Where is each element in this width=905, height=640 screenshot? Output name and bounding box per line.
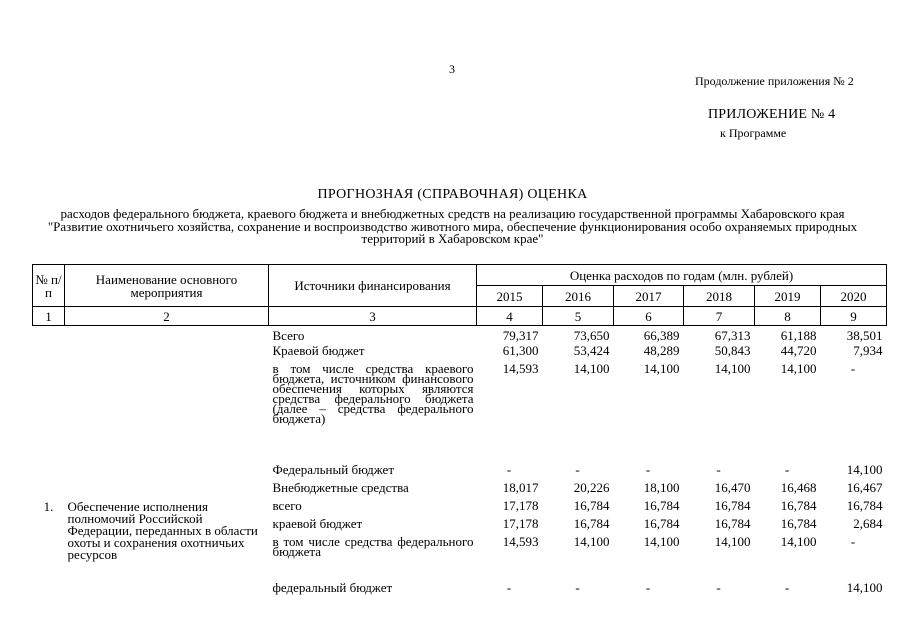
header-year: 2017 [614,286,684,307]
value-cell: 67,313 [714,328,751,343]
value-cell: 16,784 [780,497,817,513]
value-cell: 16,784 [573,497,610,513]
value-cell: 16,784 [643,515,680,531]
column-number: 8 [755,307,821,326]
header-year: 2019 [755,286,821,307]
value-cell: 18,100 [643,479,680,495]
header-year: 2020 [821,286,887,307]
column-number: 3 [269,307,477,326]
value-cell: 20,226 [573,479,610,495]
value-cell: - [784,461,790,477]
row-number-cell [33,517,65,535]
column-number: 5 [543,307,614,326]
header-source: Источники финансирования [269,265,477,307]
column-number: 1 [33,307,65,326]
value-cell: - [850,360,856,376]
row-name-cell: Обеспечение исполнения полномочий Российской Федерации, переданных в области охоты и сохранения охотничьих ресурсов [67,498,258,562]
value-cell: 14,100 [714,360,751,376]
value-cell: 50,843 [714,342,751,358]
value-cell: - [506,579,512,595]
document-title: ПРОГНОЗНАЯ (СПРАВОЧНАЯ) ОЦЕНКА [317,187,588,202]
value-cell: 48,289 [643,342,680,358]
financing-source: Федеральный бюджет [272,461,394,477]
value-cell: 16,784 [643,497,680,513]
value-cell: 61,188 [780,328,817,343]
header-estimate: Оценка расходов по годам (млн. рублей) [477,265,887,286]
table-row [33,499,887,517]
value-cell: 14,100 [846,579,883,595]
value-cell: 66,389 [643,328,680,343]
financing-source: в том числе средства федерального бюджета [272,533,474,559]
table-row [33,362,887,463]
value-cell: 14,100 [573,360,610,376]
value-cell: 16,784 [714,497,751,513]
value-cell: 2,684 [853,515,883,531]
financing-source: Внебюджетные средства [272,479,409,495]
value-cell: 16,784 [780,515,817,531]
row-name-cell [65,481,269,499]
value-cell: - [850,533,856,549]
value-cell: 14,100 [780,533,817,549]
value-cell: 14,593 [502,360,539,376]
value-cell: 14,100 [643,360,680,376]
value-cell: 14,593 [502,533,539,549]
column-number: 6 [614,307,684,326]
financing-source: в том числе средства краевого бюджета, источником финансового обеспечения которых являются средства федерального бюджета (далее – средства федерального бюджета) [272,360,474,426]
financing-source: федеральный бюджет [272,579,393,595]
value-cell: 16,467 [846,479,883,495]
value-cell: - [506,461,512,477]
table-row [33,463,887,481]
value-cell: 16,784 [573,515,610,531]
row-name-cell [65,362,269,463]
budget-table [32,264,887,593]
value-cell: 38,501 [846,328,883,343]
column-number: 9 [821,307,887,326]
column-number: 4 [477,307,543,326]
header-year: 2015 [477,286,543,307]
page-number: 3 [449,62,455,76]
value-cell: - [645,579,651,595]
value-cell: 14,100 [846,461,883,477]
financing-source: краевой бюджет [272,515,363,531]
value-cell: 16,784 [846,497,883,513]
value-cell: 53,424 [573,342,610,358]
value-cell: 17,178 [502,497,539,513]
row-number-cell: 1. [43,498,54,514]
row-number-cell [33,463,65,481]
value-cell: 17,178 [502,515,539,531]
table-row [33,481,887,499]
value-cell: - [575,461,580,477]
continuation-note: Продолжение приложения № 2 [695,74,854,88]
value-cell: 16,468 [780,479,817,495]
value-cell: 14,100 [573,533,610,549]
row-number-cell [33,571,65,593]
table-row [33,344,887,362]
value-cell: - [716,461,721,477]
header-num: № п/п [33,265,65,307]
value-cell: 18,017 [502,479,539,495]
value-cell: - [716,579,721,595]
row-name-cell [65,463,269,481]
value-cell: 73,650 [573,328,610,343]
row-name-cell [65,326,269,344]
value-cell: 14,100 [780,360,817,376]
header-year: 2016 [543,286,614,307]
table-row [33,326,887,344]
financing-source: Краевой бюджет [272,342,365,358]
value-cell: 16,470 [714,479,751,495]
header-year: 2018 [684,286,755,307]
value-cell: - [645,461,651,477]
row-number-cell [33,326,65,344]
row-name-cell [65,344,269,362]
financing-source: Всего [272,328,305,343]
value-cell: - [784,579,790,595]
value-cell: 79,317 [502,328,539,343]
value-cell: 16,784 [714,515,751,531]
row-number-cell [33,344,65,362]
row-number-cell [33,535,65,571]
header-name: Наименование основного мероприятия [65,265,269,307]
value-cell: 14,100 [714,533,751,549]
value-cell: - [575,579,580,595]
value-cell: 7,934 [853,342,883,358]
row-number-cell [33,362,65,463]
row-number-cell [33,481,65,499]
appendix-subtitle: к Программе [720,126,787,140]
financing-source: всего [272,497,302,513]
appendix-title: ПРИЛОЖЕНИЕ № 4 [708,107,836,122]
column-number: 7 [684,307,755,326]
value-cell: 44,720 [780,342,817,358]
column-number: 2 [65,307,269,326]
document-subtitle: расходов федерального бюджета, краевого бюджета и внебюджетных средств на реализацию государственной программы Хабаровского края "Развитие охотничьего хозяйства, сохранение и воспроизводство животного мира, обеспечение функционирования особо охраняемых природных территорий в Хабаровском крае" [47,206,858,246]
value-cell: 14,100 [643,533,680,549]
value-cell: 61,300 [502,342,539,358]
